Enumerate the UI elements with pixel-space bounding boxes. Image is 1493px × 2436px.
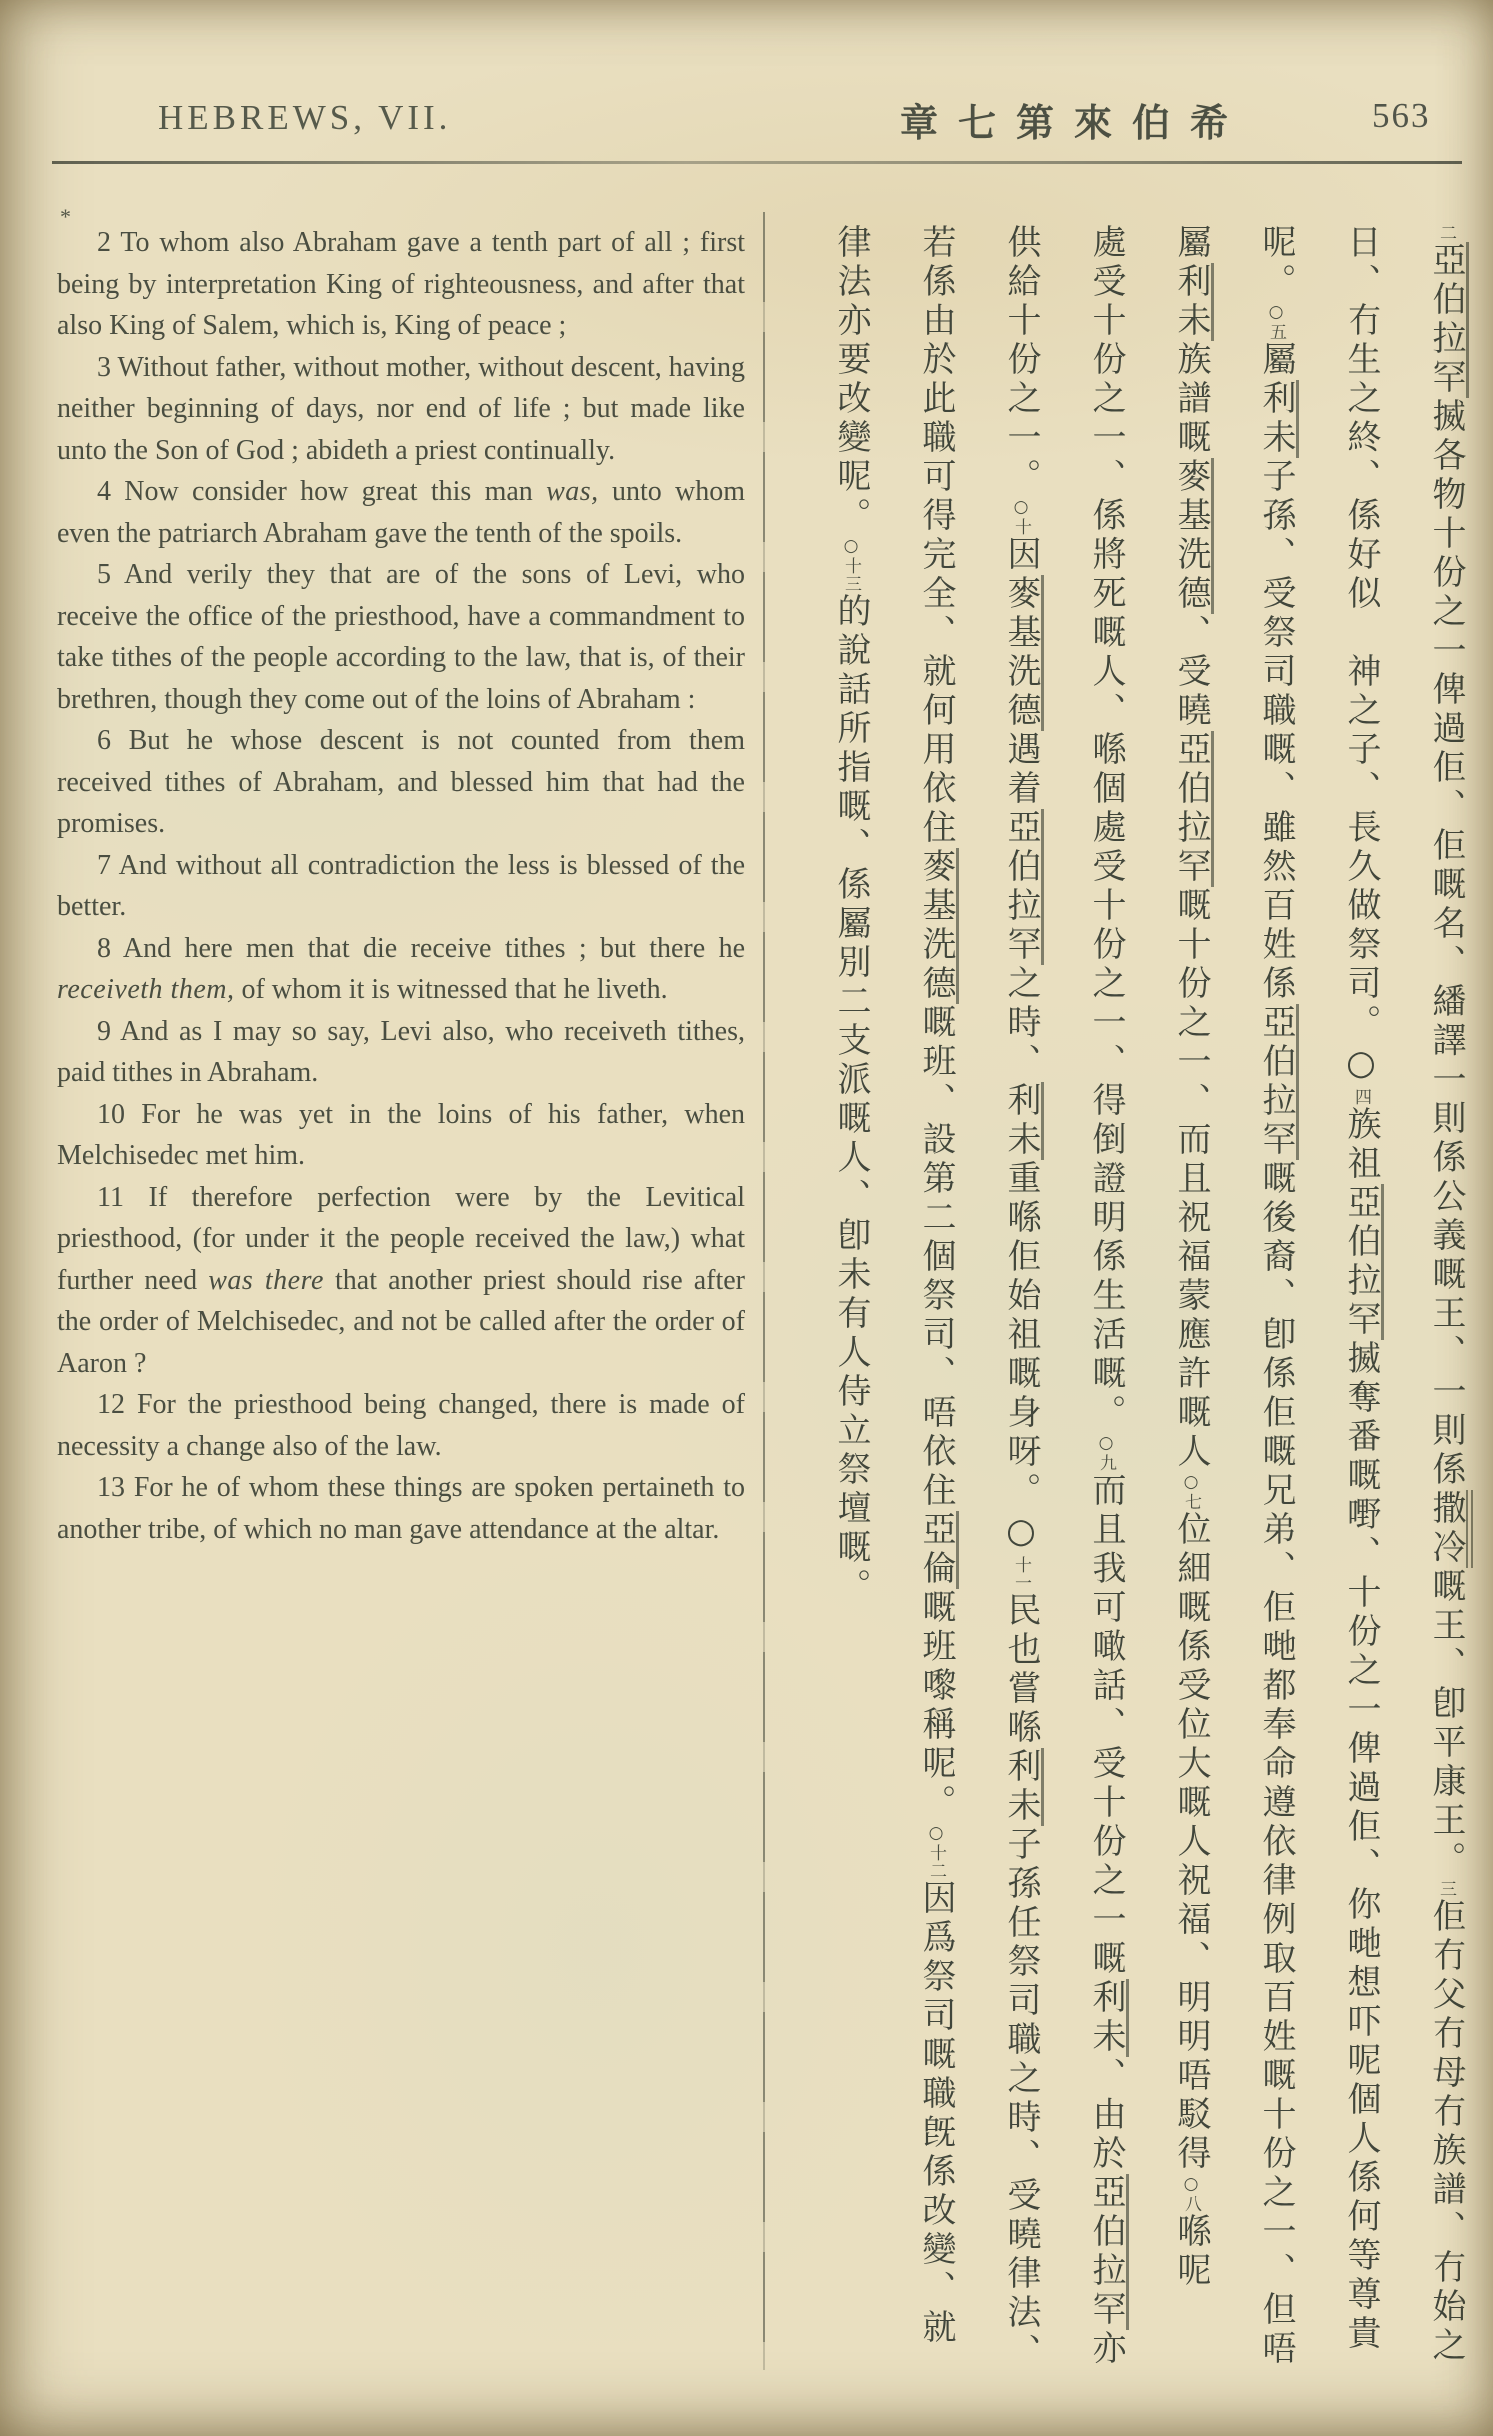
chinese-column-5 (1038, 224, 1126, 2382)
chinese-text-run: 遇着 (1001, 731, 1041, 809)
proper-name-mark: 麥基洗德 (1171, 458, 1214, 614)
column-divider (763, 212, 765, 2370)
chinese-text-run: 揻奪番嘅嘢、十份之一俾過佢、你哋想吓呢個人係何等尊貴 (1341, 1340, 1381, 2354)
chinese-column-8 (783, 224, 871, 2382)
chinese-text-run: 因爲祭司嘅職旣係改變、就 (916, 1880, 956, 2348)
verse-paragraph: 5 And verily they that are of the sons of Levi, who receive the office of the priesthood, have a commandment to take tithes of the people according to the law, that is, of their brethren, though they come out of the loins of Abraham : (57, 559, 745, 715)
verse-paragraph: 2 To whom also Abraham gave a tenth part of all ; first being by interpretation King of righteousness, and after that also King of Salem, which is, King of peace ; (57, 227, 745, 341)
verse-marker: ○八 (1181, 2174, 1201, 2213)
chinese-text-run: 日、冇生之終、係好似 神之子、長久做祭司。○ (1341, 224, 1381, 1088)
proper-name-mark: 麥基洗德 (1001, 575, 1044, 731)
chinese-text-run: 供給十份之一。 (1001, 224, 1041, 497)
proper-name-mark: 利未 (1256, 380, 1299, 458)
chinese-text-run: 族譜嘅 (1171, 341, 1211, 458)
chinese-text-run: 子孫、受祭司職嘅、雖然百姓係 (1256, 458, 1296, 1004)
chinese-column-4 (1123, 224, 1211, 2382)
verse-marker: ○七 (1181, 1472, 1201, 1511)
verse-paragraph: 8 And here men that die receive tithes ; but there he receiveth them, of whom it is witnessed that he liveth. (57, 932, 745, 1005)
chinese-column-7 (868, 224, 956, 2382)
margin-asterisk: * (60, 204, 71, 229)
chinese-text-run: 屬 (1256, 341, 1296, 380)
chinese-text-run: 佢冇父冇母冇族譜、冇始之 (1426, 1898, 1466, 2366)
chinese-text-run: 嘅班嚟稱呢。 (916, 1589, 956, 1823)
chinese-text-run: 的說話所指嘅、係屬別二支派嘅人、卽未有人侍立祭壇嘅。 (831, 593, 871, 1607)
proper-name-mark: 亞伯拉罕 (1426, 242, 1469, 398)
chinese-column-3 (1208, 224, 1296, 2382)
chinese-text-run: 而且我可噉話、受十份之一嘅 (1086, 1472, 1126, 1979)
chinese-text-run: 律法亦要改變呢。 (831, 224, 871, 536)
chinese-column-6 (953, 224, 1041, 2382)
chinese-text-run: 之時、 (1001, 965, 1041, 1082)
place-name-mark: 撒冷 (1426, 1490, 1473, 1568)
chinese-text-run: 屬 (1171, 224, 1211, 263)
chinese-text-run: 民也嘗喺 (1001, 1592, 1041, 1748)
proper-name-mark: 亞伯拉罕 (1341, 1184, 1384, 1340)
chinese-column-2 (1293, 224, 1381, 2382)
running-title-english: HEBREWS, VII. (158, 98, 452, 137)
chinese-column-1 (1378, 224, 1466, 2382)
verse-paragraph: 9 And as I may so say, Levi also, who receiveth tithes, paid tithes in Abraham. (57, 1015, 745, 1088)
chinese-text-run: 嘅王、卽平康王。 (1426, 1568, 1466, 1880)
proper-name-mark: 亞倫 (916, 1511, 959, 1589)
proper-name-mark: 亞伯拉罕 (1171, 731, 1214, 887)
chinese-text-run: 亦 (1086, 2330, 1126, 2369)
chinese-text-run: 呢。 (1256, 224, 1296, 302)
chinese-text-columns (783, 224, 1466, 2382)
verse-marker: 三 (1436, 1880, 1456, 1898)
verse-paragraph: 13 For he of whom these things are spoken pertaineth to another tribe, of which no man gave attendance at the altar. (57, 1472, 745, 1545)
verse-marker: ○十三 (841, 536, 861, 593)
english-text-column (57, 222, 745, 1550)
proper-name-mark: 亞伯拉罕 (1086, 2174, 1129, 2330)
verse-paragraph: 12 For the priesthood being changed, there is made of necessity a change also of the law. (57, 1389, 745, 1462)
proper-name-mark: 利未 (1001, 1748, 1044, 1826)
chinese-text-run: 重喺佢始祖嘅身呀。○ (1001, 1160, 1041, 1556)
verse-marker: 十一 (1011, 1556, 1031, 1592)
verse-marker: ○五 (1266, 302, 1286, 341)
proper-name-mark: 利未 (1001, 1082, 1044, 1160)
chinese-text-run: 、受曉 (1171, 614, 1211, 731)
chinese-text-run: 、由於 (1086, 2057, 1126, 2174)
proper-name-mark: 亞伯拉罕 (1001, 809, 1044, 965)
page-number: 563 (1372, 96, 1431, 135)
proper-name-mark: 利未 (1086, 1979, 1129, 2057)
chinese-text-run: 因 (1001, 536, 1041, 575)
proper-name-mark: 亞伯拉罕 (1256, 1004, 1299, 1160)
verse-paragraph: 7 And without all contradiction the less is blessed of the better. (57, 849, 745, 922)
chinese-text-run: 嘅後裔、卽係佢嘅兄弟、佢哋都奉命遵依律例取百姓嘅十份之一、但唔 (1256, 1160, 1296, 2369)
verse-paragraph: 4 Now consider how great this man was, unto whom even the patriarch Abraham gave the tenth of the spoils. (57, 476, 746, 549)
verse-marker: 二 (1436, 224, 1456, 242)
chinese-text-run: 揻各物十份之一俾過佢、佢嘅名、繙譯一則係公義嘅王、一則係 (1426, 398, 1466, 1490)
chinese-text-run: 子孫任祭司職之時、受曉律法、 (1001, 1826, 1041, 2372)
chinese-text-run: 嘅十份之一、而且祝福蒙應許嘅人 (1171, 887, 1211, 1472)
proper-name-mark: 利未 (1171, 263, 1214, 341)
verse-marker: ○十二 (926, 1823, 946, 1880)
chinese-text-run: 位細嘅係受位大嘅人祝福、明明唔駁得 (1171, 1511, 1211, 2174)
proper-name-mark: 麥基洗德 (916, 848, 959, 1004)
verse-paragraph: 11 If therefore perfection were by the Levitical priesthood, (for under it the people received the law,) what further need was there that another priest should rise after the order of Melchisedec, and not be called after the order of Aaron ? (57, 1181, 745, 1379)
verse-paragraph: 6 But he whose descent is not counted from them received tithes of Abraham, and blessed him that had the promises. (57, 725, 745, 839)
chinese-text-run: 喺呢 (1171, 2213, 1211, 2291)
verse-marker: ○十 (1011, 497, 1031, 536)
chinese-text-run: 若係由於此職可得完全、就何用依住 (916, 224, 956, 848)
chinese-text-run: 處受十份之一、係將死嘅人、喺個處受十份之一、得倒證明係生活嘅。 (1086, 224, 1126, 1433)
running-title-chinese: 章七第來伯希 (900, 103, 1249, 145)
verse-marker: ○九 (1096, 1433, 1116, 1472)
chinese-text-run: 族祖 (1341, 1106, 1381, 1184)
header-rule (52, 161, 1462, 164)
verse-paragraph: 10 For he was yet in the loins of his father, when Melchisedec met him. (57, 1098, 745, 1171)
verse-marker: 四 (1351, 1088, 1371, 1106)
verse-paragraph: 3 Without father, without mother, without descent, having neither beginning of days, nor end of life ; but made like unto the Son of God ; abideth a priest continually. (57, 351, 745, 466)
chinese-text-run: 嘅班、設第二個祭司、唔依住 (916, 1004, 956, 1511)
